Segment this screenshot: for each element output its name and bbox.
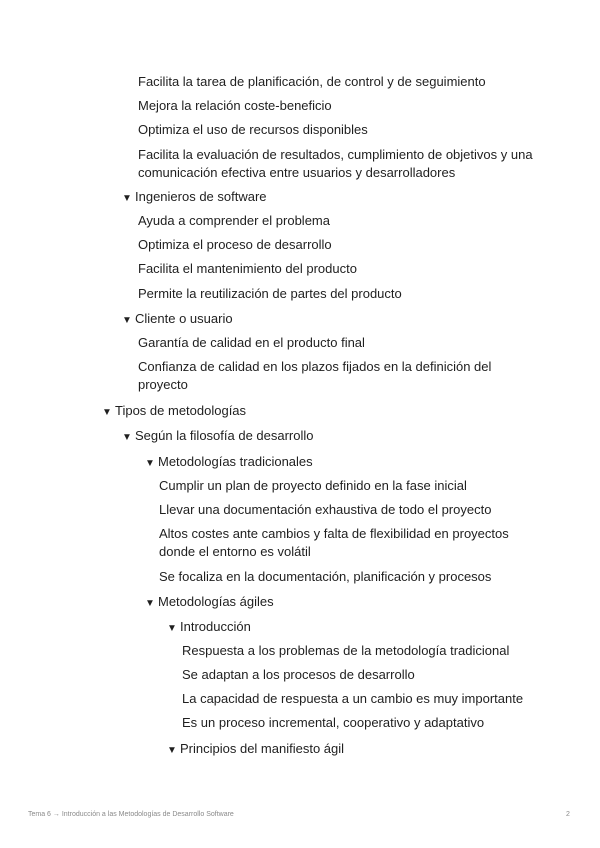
toggle-label: Principios del manifiesto ágil <box>180 741 345 756</box>
page-number: 2 <box>566 811 570 818</box>
list-item: Confianza de calidad en los plazos fijados en la definición del proyecto <box>138 359 492 392</box>
toggle-triangle-icon[interactable]: ▼ <box>145 598 155 609</box>
list-item: Garantía de calidad en el producto final <box>138 335 365 350</box>
toggle-item[interactable] <box>122 310 542 330</box>
list-item: Ayuda a comprender el problema <box>138 213 330 228</box>
toggle-triangle-icon[interactable]: ▼ <box>167 745 177 756</box>
toggle-triangle-icon[interactable]: ▼ <box>102 407 112 418</box>
list-item: Mejora la relación coste-beneficio <box>138 98 332 113</box>
toggle-label: Tipos de metodologías <box>115 403 247 418</box>
toggle-triangle-icon[interactable]: ▼ <box>122 193 132 204</box>
list-item: Se adaptan a los procesos de desarrollo <box>182 667 415 682</box>
list-item: La capacidad de respuesta a un cambio es muy importante <box>182 691 524 706</box>
toggle-label: Metodologías tradicionales <box>158 454 313 469</box>
toggle-triangle-icon[interactable]: ▼ <box>122 432 132 443</box>
list-item: Cumplir un plan de proyecto definido en la fase inicial <box>159 478 467 493</box>
list-item: Llevar una documentación exhaustiva de todo el proyecto <box>159 502 492 517</box>
toggle-item[interactable] <box>122 427 542 447</box>
toggle-label: Según la filosofía de desarrollo <box>135 428 314 443</box>
toggle-triangle-icon[interactable]: ▼ <box>122 315 132 326</box>
toggle-item[interactable] <box>167 740 567 760</box>
list-item: Optimiza el proceso de desarrollo <box>138 237 332 252</box>
list-item: Se focaliza en la documentación, planificación y procesos <box>159 569 492 584</box>
toggle-item[interactable] <box>167 618 567 638</box>
list-item: Facilita la tarea de planificación, de control y de seguimiento <box>138 74 486 89</box>
list-item: Facilita el mantenimiento del producto <box>138 261 357 276</box>
list-item: Respuesta a los problemas de la metodología tradicional <box>182 643 510 658</box>
toggle-item[interactable] <box>145 593 545 613</box>
toggle-label: Ingenieros de software <box>135 189 267 204</box>
list-item: Altos costes ante cambios y falta de flexibilidad en proyectos donde el entorno es volátil <box>159 526 509 559</box>
toggle-label: Cliente o usuario <box>135 311 233 326</box>
toggle-item[interactable] <box>102 402 522 422</box>
toggle-label: Introducción <box>180 619 251 634</box>
toggle-item[interactable] <box>145 453 545 473</box>
list-item: Permite la reutilización de partes del producto <box>138 286 402 301</box>
list-item: Optimiza el uso de recursos disponibles <box>138 122 368 137</box>
list-item: Es un proceso incremental, cooperativo y adaptativo <box>182 715 485 730</box>
toggle-item[interactable] <box>122 188 542 208</box>
footer-title: Tema 6 → Introducción a las Metodologías de Desarrollo Software <box>28 811 234 818</box>
toggle-triangle-icon[interactable]: ▼ <box>167 623 177 634</box>
toggle-label: Metodologías ágiles <box>158 594 274 609</box>
list-item: Facilita la evaluación de resultados, cumplimiento de objetivos y una comunicación efectiva entre usuarios y desarrolladores <box>138 147 533 180</box>
toggle-triangle-icon[interactable]: ▼ <box>145 458 155 469</box>
